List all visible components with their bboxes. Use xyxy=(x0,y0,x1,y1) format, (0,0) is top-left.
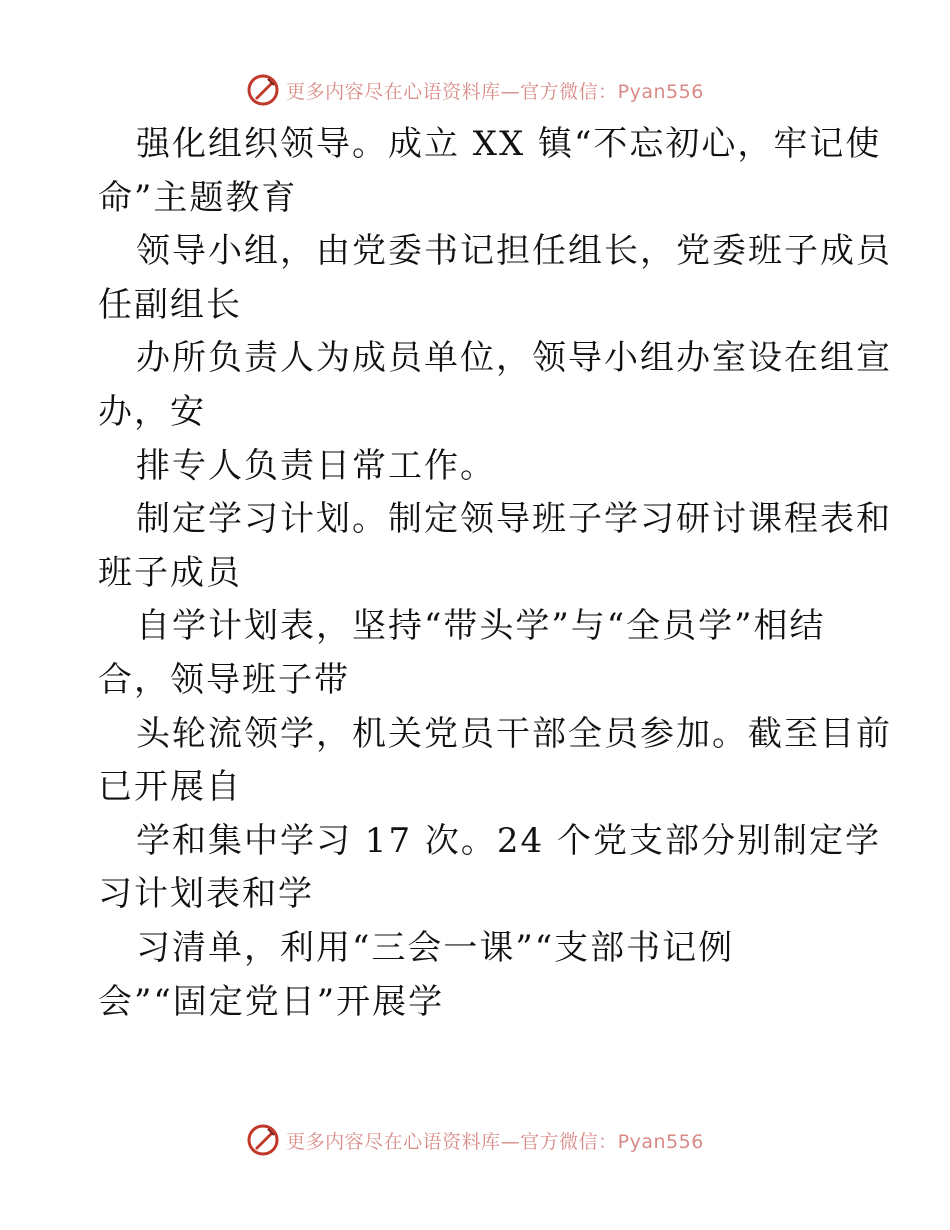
body-line: 班子成员 xyxy=(98,552,242,593)
body-line: 排专人负责日常工作。 xyxy=(136,445,496,486)
body-line: 制定学习计划。制定领导班子学习研讨课程表和 xyxy=(136,499,892,540)
body-line: 习计划表和学 xyxy=(98,874,314,915)
body-line: 办，安 xyxy=(98,391,206,432)
body-line: 自学计划表，坚持“带头学”与“全员学”相结 xyxy=(136,606,826,647)
body-line: 学和集中学习 17 次。24 个党支部分别制定学 xyxy=(136,820,881,861)
header-banner xyxy=(0,70,950,110)
document-body xyxy=(98,118,892,1029)
body-line: 已开展自 xyxy=(98,767,242,808)
body-line: 领导小组，由党委书记担任组长，党委班子成员 xyxy=(136,231,892,272)
quill-logo-icon xyxy=(246,1123,280,1157)
body-line: 任副组长 xyxy=(98,284,242,325)
header-banner-text: 更多内容尽在心语资料库—官方微信：Pyan556 xyxy=(286,80,704,103)
footer-banner-text: 更多内容尽在心语资料库—官方微信：Pyan556 xyxy=(286,1130,704,1153)
body-line: 会”“固定党日”开展学 xyxy=(98,981,445,1022)
body-line: 办所负责人为成员单位，领导小组办室设在组宣 xyxy=(136,338,892,379)
body-line: 头轮流领学，机关党员干部全员参加。截至目前 xyxy=(136,713,892,754)
body-line: 命”主题教育 xyxy=(98,177,298,218)
footer-banner xyxy=(0,1120,950,1160)
quill-logo-icon xyxy=(246,73,280,107)
body-line: 习清单，利用“三会一课”“支部书记例 xyxy=(136,927,735,968)
body-line: 强化组织领导。成立 XX 镇“不忘初心，牢记使 xyxy=(136,124,882,164)
body-line: 合，领导班子带 xyxy=(98,659,350,700)
